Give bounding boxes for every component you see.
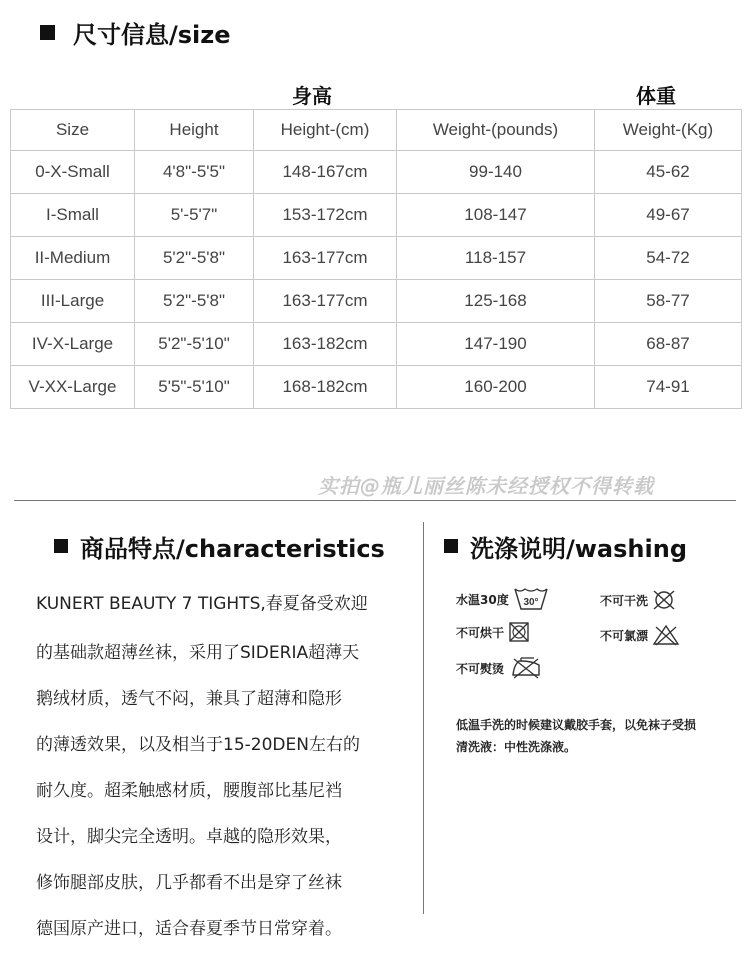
table-cell: 5'2"-5'8" [135, 237, 254, 280]
no-iron-icon [508, 656, 544, 680]
no-tumble-dry-icon [508, 622, 530, 642]
table-cell: 58-77 [595, 280, 742, 323]
table-cell: 5'-5'7" [135, 194, 254, 237]
table-cell: 99-140 [397, 151, 595, 194]
table-cell: 5'2"-5'10" [135, 323, 254, 366]
table-cell: V-XX-Large [11, 366, 135, 409]
table-cell: 160-200 [397, 366, 595, 409]
washing-title-text: 洗涤说明/washing [470, 534, 687, 563]
table-cell: 125-168 [397, 280, 595, 323]
square-bullet-icon [444, 539, 458, 553]
characteristics-line: 的基础款超薄丝袜，采用了SIDERIA超薄天 [36, 643, 360, 663]
table-cell: 49-67 [595, 194, 742, 237]
table-cell: 118-157 [397, 237, 595, 280]
table-cell: 163-177cm [254, 237, 397, 280]
care-label: 不可氯漂 [600, 628, 649, 643]
characteristics-body [36, 584, 416, 952]
care-item-no-bleach [600, 624, 680, 646]
size-table [10, 109, 742, 409]
characteristics-title [54, 526, 385, 566]
table-cell: 148-167cm [254, 151, 397, 194]
size-section-title [40, 12, 231, 52]
table-cell: 74-91 [595, 366, 742, 409]
table-header-cell: Height-(cm) [254, 110, 397, 151]
table-cell: 147-190 [397, 323, 595, 366]
characteristics-line: 德国原产进口，适合春夏季节日常穿着。 [36, 919, 342, 939]
table-cell: 45-62 [595, 151, 742, 194]
characteristics-line: 设计，脚尖完全透明。卓越的隐形效果， [36, 827, 342, 847]
table-cell: IV-X-Large [11, 323, 135, 366]
weight-group-label: 体重 [636, 84, 676, 108]
table-header-cell: Size [11, 110, 135, 151]
square-bullet-icon [40, 25, 55, 40]
care-item-wash-30 [456, 586, 549, 612]
vertical-divider [423, 522, 424, 914]
table-cell: 54-72 [595, 237, 742, 280]
table-cell: 163-182cm [254, 323, 397, 366]
table-row [11, 366, 742, 409]
table-cell: 68-87 [595, 323, 742, 366]
care-label: 不可熨烫 [456, 661, 505, 676]
table-cell: 0-X-Small [11, 151, 135, 194]
table-cell: 168-182cm [254, 366, 397, 409]
table-row [11, 280, 742, 323]
horizontal-divider [14, 500, 736, 501]
table-cell: 163-177cm [254, 280, 397, 323]
table-row [11, 194, 742, 237]
characteristics-line: 耐久度。超柔触感材质，腰腹部比基尼裆 [36, 781, 342, 801]
table-cell: 153-172cm [254, 194, 397, 237]
characteristics-line: 的薄透效果，以及相当于15-20DEN左右的 [36, 735, 360, 755]
table-cell: 5'5"-5'10" [135, 366, 254, 409]
characteristics-title-text: 商品特点/characteristics [80, 534, 385, 563]
no-dry-clean-icon [652, 589, 676, 611]
characteristics-line: KUNERT BEAUTY 7 TIGHTS,春夏备受欢迎 [36, 594, 368, 614]
care-item-no-dry-clean [600, 589, 676, 611]
table-cell: 108-147 [397, 194, 595, 237]
table-header-row [11, 110, 742, 151]
wash-temperature-text: 30° [523, 597, 539, 608]
washing-note-line: 低温手洗的时候建议戴胶手套，以免袜子受损 [456, 718, 697, 732]
height-group-label: 身高 [292, 84, 332, 108]
table-header-cell: Height [135, 110, 254, 151]
wash-30-icon [513, 586, 549, 612]
table-row [11, 151, 742, 194]
size-title-text: 尺寸信息/size [73, 20, 231, 49]
washing-note-line: 清洗液：中性洗涤液。 [456, 740, 577, 754]
care-label: 不可烘干 [456, 625, 505, 640]
characteristics-line: 修饰腿部皮肤，几乎都看不出是穿了丝袜 [36, 873, 342, 893]
washing-note [456, 714, 746, 758]
care-label: 不可干洗 [600, 593, 649, 608]
characteristics-line: 鹅绒材质，透气不闷，兼具了超薄和隐形 [36, 689, 342, 709]
table-cell: II-Medium [11, 237, 135, 280]
care-item-no-iron [456, 656, 544, 680]
washing-title [444, 526, 687, 566]
table-cell: 4'8"-5'5" [135, 151, 254, 194]
table-row [11, 323, 742, 366]
table-cell: III-Large [11, 280, 135, 323]
square-bullet-icon [54, 539, 68, 553]
table-cell: 5'2"-5'8" [135, 280, 254, 323]
watermark-text: 实拍@瓶儿丽丝陈未经授权不得转载 [318, 474, 654, 498]
care-label: 水温30度 [456, 592, 509, 607]
table-cell: I-Small [11, 194, 135, 237]
table-row [11, 237, 742, 280]
no-bleach-icon [652, 624, 680, 646]
care-item-no-tumble-dry [456, 622, 530, 642]
table-header-cell: Weight-(pounds) [397, 110, 595, 151]
table-header-cell: Weight-(Kg) [595, 110, 742, 151]
